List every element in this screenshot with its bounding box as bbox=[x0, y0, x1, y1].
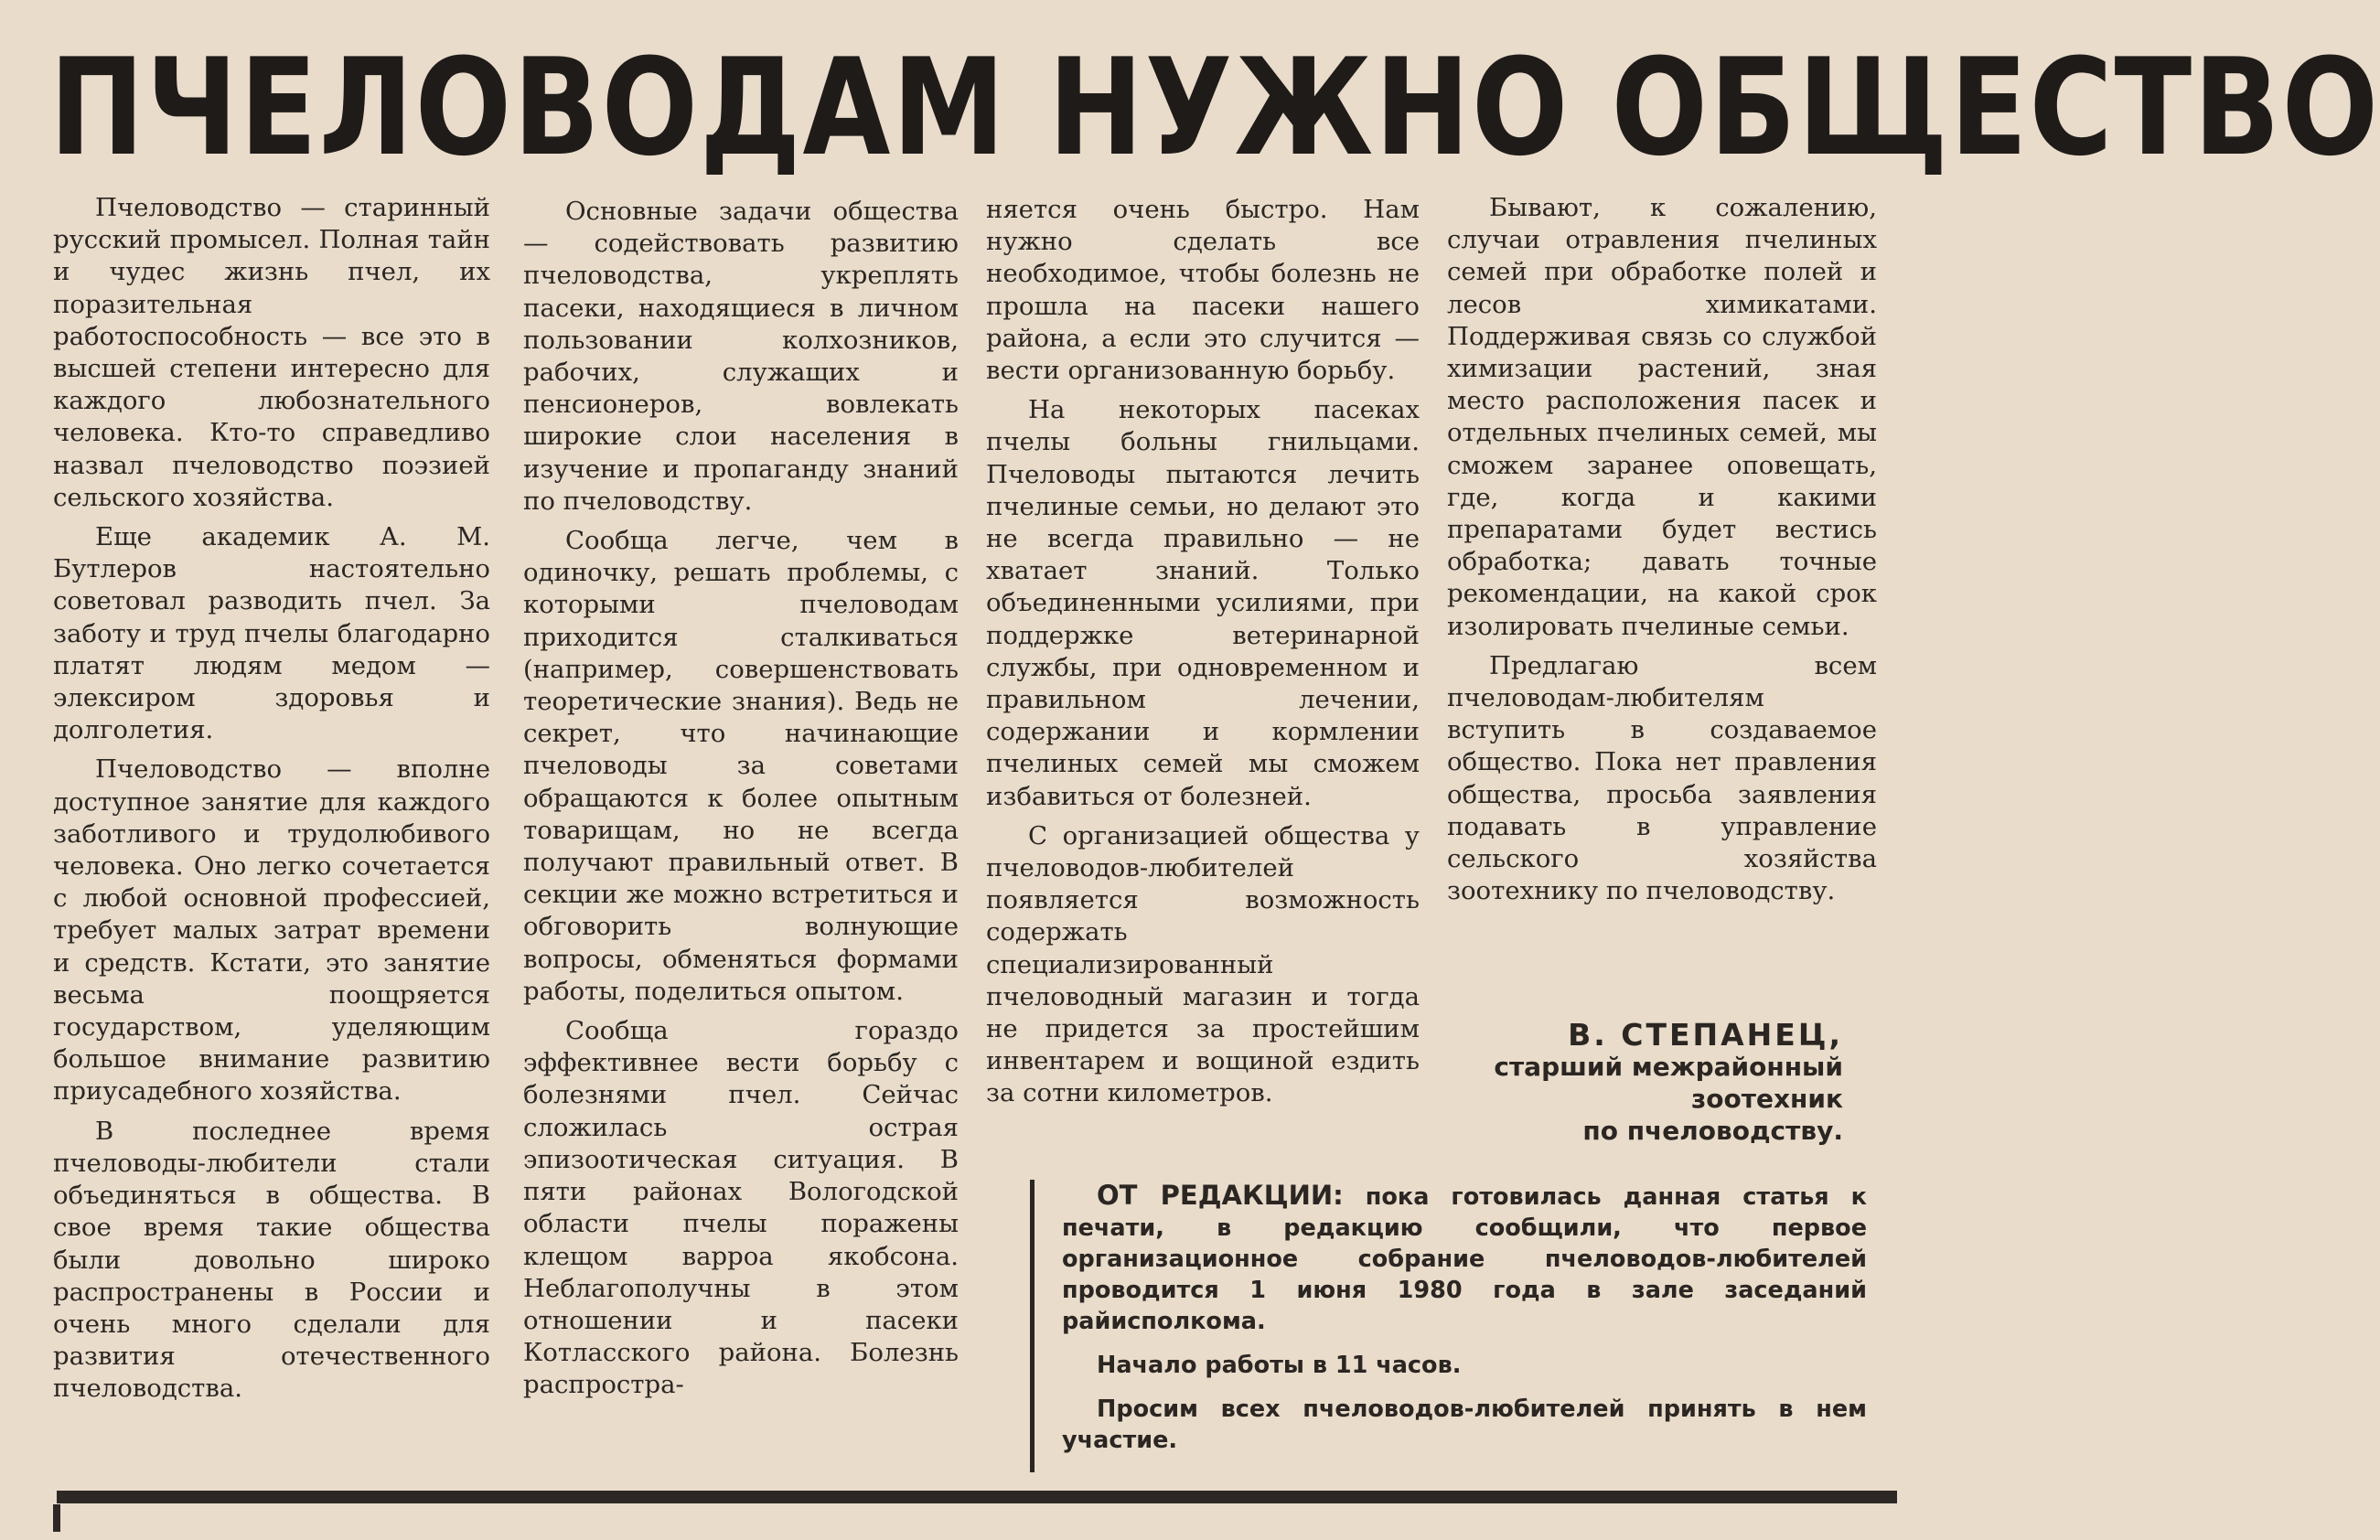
author-name: В. СТЕПАНЕЦ, bbox=[1568, 1017, 1843, 1053]
editor-note-lead: ОТ РЕДАКЦИИ: bbox=[1097, 1180, 1344, 1211]
editor-note-invitation: Просим всех пчеловодов-любителей принять в нем участие. bbox=[1062, 1396, 1867, 1454]
article-column-4 bbox=[1447, 192, 1877, 914]
bottom-rule bbox=[57, 1491, 1897, 1503]
paragraph: Предлагаю всем пчеловодам-любителям вступить в создаваемое общество. Пока нет правления общества, просьба заявления подавать в управление сельского хозяйства зоотехнику по пчеловодству. bbox=[1447, 650, 1877, 906]
paragraph: Бывают, к сожалению, случаи отравления пчелиных семей при обработке полей и лесов химикатами. Поддерживая связь со службой химизации растений, зная место расположения пасек и отдельных пчелиных семей, мы сможем заранее оповещать, где, когда и какими препаратами будет вестись обработка; давать точные рекомендации, на какой срок изолировать пчелиные семьи. bbox=[1447, 193, 1877, 641]
editor-note bbox=[1030, 1180, 1883, 1472]
author-title: по пчеловодству. bbox=[1582, 1116, 1843, 1146]
paragraph: Пчеловодство — старинный русский промысел. Полная тайн и чудес жизнь пчел, их поразительная работоспособность — все это в высшей степени интересно для каждого любознательного человека. Кто-то справедливо назвал пчеловодство поэзией сельского хозяйства. bbox=[53, 193, 490, 512]
paragraph: няется очень быстро. Нам нужно сделать все необходимое, чтобы болезнь не прошла на пасеки нашего района, а если это случится — вести организованную борьбу. bbox=[986, 195, 1420, 386]
paragraph: На некоторых пасеках пчелы больны гнильцами. Пчеловоды пытаются лечить пчелиные семьи, но делают это не всегда правильно — не хватает знаний. Только объединенными усилиями, при поддержке ветеринарной службы, при одновременном и правильном лечении, содержании и кормлении пчелиных семей мы сможем избавиться от болезней. bbox=[986, 395, 1420, 811]
paragraph: В последнее время пчеловоды-любители стали объединяться в общества. В свое время такие общества были довольно широко распространены в России и очень много сделали для развития отечественного пчеловодства. bbox=[53, 1116, 490, 1404]
editor-note-start-time: Начало работы в 11 часов. bbox=[1097, 1352, 1462, 1379]
editor-note-text bbox=[1062, 1180, 1867, 1337]
article-column-3 bbox=[986, 194, 1420, 1118]
article-column-1 bbox=[53, 192, 490, 1413]
author-title: зоотехник bbox=[1691, 1084, 1843, 1114]
paragraph: Еще академик А. М. Бутлеров настоятельно советовал разводить пчел. За заботу и труд пчелы благодарно платят людям медом — элексиром здоровья и долголетия. bbox=[53, 522, 490, 745]
editor-note-body: пока готовилась данная статья к печати, в редакцию сообщили, что первое организационное собрание пчеловодов-любителей проводится 1 июня 1980 года в зале заседаний райисполкома. bbox=[1062, 1183, 1867, 1335]
author-title: старший межрайонный bbox=[1494, 1052, 1843, 1082]
paragraph: Основные задачи общества — содействовать развитию пчеловодства, укреплять пасеки, находящиеся в личном пользовании колхозников, рабочих, служащих и пенсионеров, вовлекать широкие слои населения в изучение и пропаганду знаний по пчеловодству. bbox=[523, 197, 959, 516]
paragraph: Сообща легче, чем в одиночку, решать проблемы, с которыми пчеловодам приходится сталкиваться (например, совершенствовать теоретические знания). Ведь не секрет, что начинающие пчеловоды за советами обращаются к более опытным товарищам, но не всегда получают правильный ответ. В секции же можно встретиться и обговорить волнующие вопросы, обменяться формами работы, поделиться опытом. bbox=[523, 526, 959, 1006]
paragraph: С организацией общества у пчеловодов-любителей появляется возможность содержать специализированный пчеловодный магазин и тогда не придется за простейшим инвентарем и вощиной ездить за сотни километров. bbox=[986, 820, 1420, 1108]
bottom-rule-tick bbox=[53, 1504, 60, 1532]
headline: ПЧЕЛОВОДАМ НУЖНО ОБЩЕСТВО bbox=[49, 30, 2380, 187]
author-signature bbox=[1454, 1019, 1843, 1147]
paragraph: Пчеловодство — вполне доступное занятие для каждого заботливого и трудолюбивого человека. Оно легко сочетается с любой основной профессией, требует малых затрат времени и средств. Кстати, это занятие весьма поощряется государством, уделяющим большое внимание развитию приусадебного хозяйства. bbox=[53, 754, 490, 1107]
paragraph: Сообща гораздо эффективнее вести борьбу с болезнями пчел. Сейчас сложилась острая эпизоотическая ситуация. В пяти районах Вологодской области пчелы поражены клещом варроа якобсона. Неблагополучны в этом отношении и пасеки Котласского района. Болезнь распростра- bbox=[523, 1016, 959, 1400]
article-column-2 bbox=[523, 196, 959, 1409]
